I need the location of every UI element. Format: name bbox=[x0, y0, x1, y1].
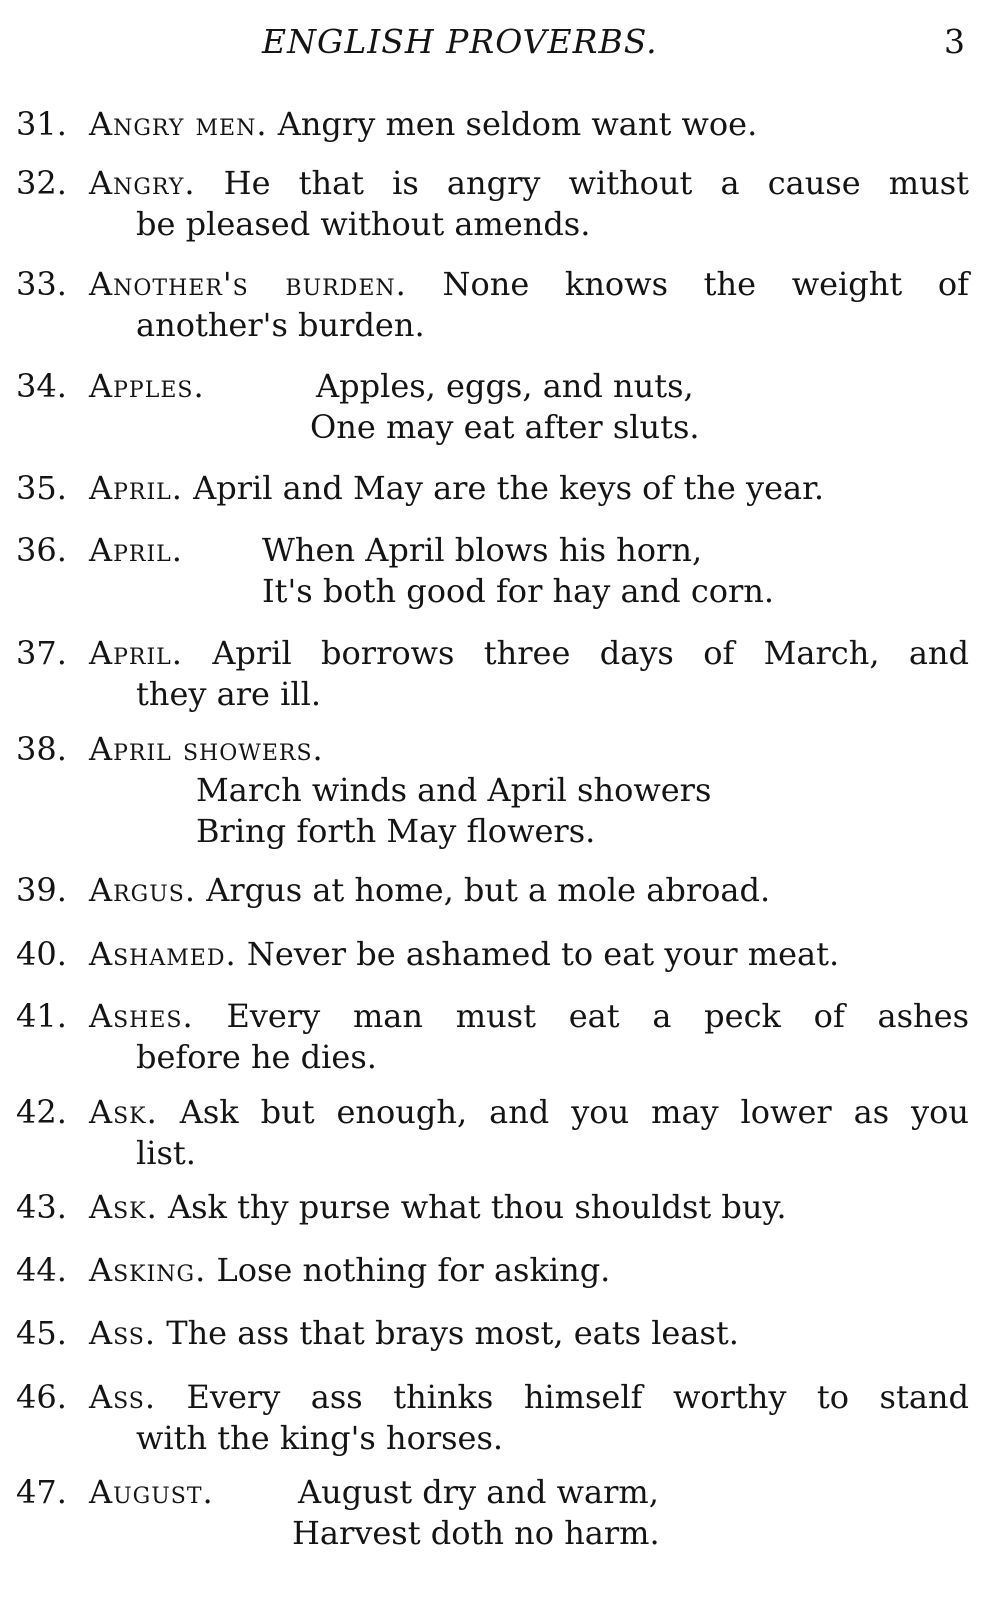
entry-number: 34. bbox=[16, 367, 67, 405]
entry-first-line bbox=[89, 870, 770, 911]
entry-number: 47. bbox=[16, 1473, 67, 1511]
verse-line: March winds and April showers bbox=[196, 771, 712, 809]
running-head bbox=[0, 22, 1000, 72]
entry-keyword: Ask. bbox=[89, 1093, 158, 1131]
verse-line: When April blows his horn, bbox=[262, 531, 703, 569]
entry-number: 42. bbox=[16, 1093, 67, 1131]
entry-keyword: Ass. bbox=[89, 1378, 157, 1416]
entry-number: 44. bbox=[16, 1251, 67, 1289]
verse-line: August dry and warm, bbox=[298, 1473, 659, 1511]
entry-keyword: August. bbox=[89, 1473, 214, 1511]
page-number: 3 bbox=[944, 22, 965, 61]
entry-first-line bbox=[89, 996, 969, 1037]
entry-first-line bbox=[89, 163, 969, 204]
running-title: ENGLISH PROVERBS. bbox=[262, 22, 658, 61]
entry-first-line bbox=[89, 468, 824, 509]
entry-text: April borrows three days of March, and bbox=[212, 634, 970, 672]
entry-number: 33. bbox=[16, 265, 67, 303]
entry-first-line bbox=[89, 934, 839, 975]
entry-text: Ask but enough, and you may lower as you bbox=[179, 1093, 969, 1131]
entry-first-line bbox=[89, 104, 757, 145]
entry-keyword: April. bbox=[89, 469, 183, 507]
verse-line: It's both good for hay and corn. bbox=[262, 572, 775, 610]
entry-keyword: Argus. bbox=[89, 871, 197, 909]
entry-first-line bbox=[89, 264, 969, 305]
entry-text: The ass that brays most, eats least. bbox=[166, 1314, 739, 1352]
entry-text: Argus at home, but a mole abroad. bbox=[206, 871, 771, 909]
entry-continuation: list. bbox=[136, 1134, 196, 1172]
entry-keyword: April. bbox=[89, 634, 183, 672]
entry-text: Every ass thinks himself worthy to stand bbox=[186, 1378, 970, 1416]
verse-line: Bring forth May flowers. bbox=[196, 812, 596, 850]
entry-text: Ask thy purse what thou shouldst buy. bbox=[167, 1188, 787, 1226]
entry-keyword: Another's burden. bbox=[89, 265, 407, 303]
entry-number: 31. bbox=[16, 105, 67, 143]
entry-text: Lose nothing for asking. bbox=[216, 1251, 611, 1289]
entry-text: Every man must eat a peck of ashes bbox=[226, 997, 970, 1035]
entry-first-line bbox=[89, 1377, 969, 1418]
entry-text: Never be ashamed to eat your meat. bbox=[246, 935, 840, 973]
entry-text: He that is angry without a cause must bbox=[223, 164, 970, 202]
entry-first-line bbox=[89, 1187, 787, 1228]
entry-number: 43. bbox=[16, 1188, 67, 1226]
entry-text: April and May are the keys of the year. bbox=[193, 469, 825, 507]
entry-keyword: Ashes. bbox=[89, 997, 194, 1035]
entry-number: 35. bbox=[16, 469, 67, 507]
verse-line: Apples, eggs, and nuts, bbox=[316, 367, 694, 405]
entry-keyword: Ass. bbox=[89, 1314, 157, 1352]
entry-number: 41. bbox=[16, 997, 67, 1035]
entry-keyword: Ashamed. bbox=[89, 935, 237, 973]
entry-first-line bbox=[89, 729, 324, 770]
entry-text: None knows the weight of bbox=[442, 265, 969, 303]
entry-first-line bbox=[89, 1092, 969, 1133]
entry-keyword: Angry men. bbox=[89, 105, 268, 143]
entry-number: 32. bbox=[16, 164, 67, 202]
entry-keyword: April showers. bbox=[89, 730, 324, 768]
entry-first-line bbox=[89, 1250, 610, 1291]
entry-keyword: Apples. bbox=[89, 367, 205, 405]
entry-keyword: Asking. bbox=[89, 1251, 207, 1289]
entry-continuation: be pleased without amends. bbox=[136, 205, 591, 243]
entry-text: Angry men seldom want woe. bbox=[277, 105, 758, 143]
entry-first-line bbox=[89, 366, 205, 407]
entry-keyword: Ask. bbox=[89, 1188, 158, 1226]
entry-number: 46. bbox=[16, 1378, 67, 1416]
entry-keyword: April. bbox=[89, 531, 183, 569]
entry-continuation: before he dies. bbox=[136, 1038, 377, 1076]
entry-first-line bbox=[89, 1472, 214, 1513]
entry-continuation: another's burden. bbox=[136, 306, 425, 344]
entry-continuation: with the king's horses. bbox=[136, 1419, 504, 1457]
entry-number: 45. bbox=[16, 1314, 67, 1352]
entry-first-line bbox=[89, 633, 969, 674]
verse-line: One may eat after sluts. bbox=[310, 408, 700, 446]
entry-first-line bbox=[89, 530, 183, 571]
entry-first-line bbox=[89, 1313, 739, 1354]
entry-continuation: they are ill. bbox=[136, 675, 322, 713]
entry-number: 37. bbox=[16, 634, 67, 672]
entry-number: 38. bbox=[16, 730, 67, 768]
verse-line: Harvest doth no harm. bbox=[292, 1514, 660, 1552]
entry-number: 39. bbox=[16, 871, 67, 909]
entry-keyword: Angry. bbox=[89, 164, 196, 202]
entry-number: 36. bbox=[16, 531, 67, 569]
entry-number: 40. bbox=[16, 935, 67, 973]
